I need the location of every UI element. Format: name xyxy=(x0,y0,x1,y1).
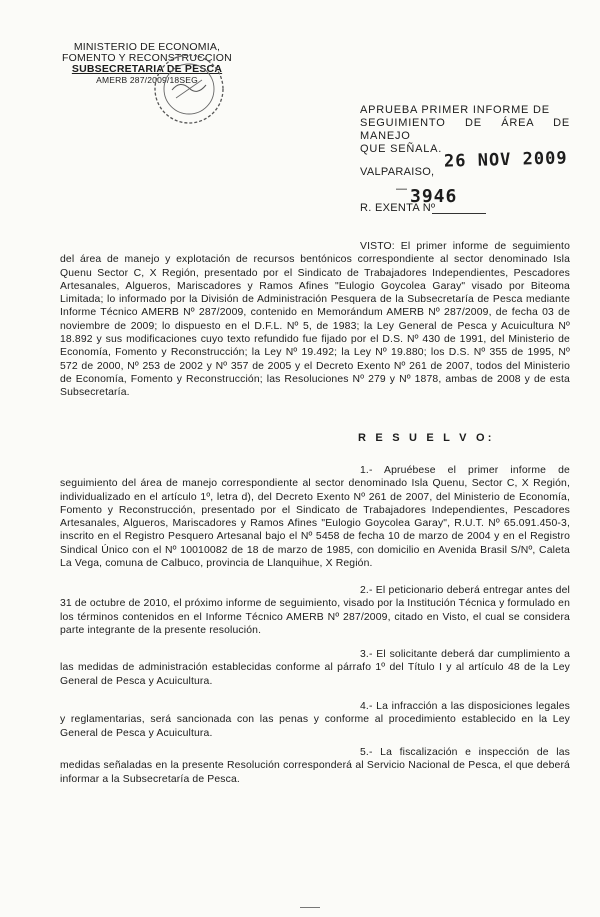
resolution-item-1 xyxy=(60,464,570,570)
item-3-lead: 3.- El solicitante deberá dar cumplimiento a xyxy=(360,649,570,660)
resolution-item-2 xyxy=(60,584,570,637)
letterhead-subsecretaria: SUBSECRETARIA DE PESCA xyxy=(71,63,223,75)
date-stamp: 26 NOV 2009 xyxy=(443,148,568,172)
item-2-lead: 2.- El peticionario deberá entregar antes del xyxy=(360,585,570,596)
exenta-label: R. EXENTA Nº xyxy=(360,202,436,214)
subject-line-1: APRUEBA PRIMER INFORME DE xyxy=(360,104,550,116)
footer-mark xyxy=(300,907,320,908)
exenta-underline xyxy=(432,213,486,214)
visto-paragraph xyxy=(60,240,570,400)
item-5-text: medidas señaladas en la presente Resolución corresponderá al Servicio Nacional de Pesca, el que deberá informar a la Subsecretaría de Pesca. xyxy=(60,760,570,785)
subject-line-2: SEGUIMIENTO DE ÁREA DE MANEJO xyxy=(360,117,570,142)
place-label: VALPARAISO, xyxy=(360,166,435,178)
resuelvo-heading: R E S U E L V O: xyxy=(358,432,495,444)
item-5-lead: 5.- La fiscalización e inspección de las xyxy=(360,747,570,758)
letterhead xyxy=(62,42,232,85)
separator-dash: — xyxy=(396,183,407,195)
letterhead-department: FOMENTO Y RECONSTRUCCION xyxy=(62,52,232,64)
resolution-item-5 xyxy=(60,746,570,786)
letterhead-ministry: MINISTERIO DE ECONOMIA, xyxy=(73,41,221,53)
item-1-lead: 1.- Apruébese el primer informe de xyxy=(360,465,570,476)
resolution-item-4 xyxy=(60,700,570,740)
letterhead-reference: AMERB 287/2009/18SEG xyxy=(96,75,198,85)
item-2-text: 31 de octubre de 2010, el próximo informe de seguimiento, visado por la Institución Técnica y formulado en los términos contenidos en el Informe Técnico AMERB Nº 287/2009, citado en Visto, el cual se considera parte integrante de la presente resolución. xyxy=(60,598,570,636)
item-4-text: y reglamentarias, será sancionada con las penas y conforme al procedimiento establecido en la Ley General de Pesca y Acuicultura. xyxy=(60,714,570,739)
subject-line-3: QUE SEÑALA. xyxy=(360,143,443,155)
resolution-item-3 xyxy=(60,648,570,688)
visto-lead: VISTO: El primer informe de seguimiento xyxy=(360,241,570,252)
item-3-text: las medidas de administración establecidas conforme al párrafo 1º del Título I y al artículo 48 de la Ley General de Pesca y Acuicultura. xyxy=(60,662,570,687)
item-4-lead: 4.- La infracción a las disposiciones legales xyxy=(360,701,570,712)
visto-text: del área de manejo y explotación de recursos bentónicos correspondiente al sector denominado Isla Quenu Sector C, X Región, presentado por el Sindicato de Trabajadores Independientes, Pescadores Artesanales, Algueros, Mariscadores y Ramos Afines "Eulogio Goycolea Garay" visado por Biteoma Limitada; lo informado por la División de Administración Pesquera de la Subsecretaría de Pesca mediante Informe Técnico AMERB Nº 287/2009, contenido en Memorándum AMERB Nº 287/2009, de fecha 03 de noviembre de 2009; lo dispuesto en el D.F.L. Nº 5, de 1983; la Ley General de Pesca y Acuicultura Nº 18.892 y sus modificaciones cuyo texto refundido fue fijado por el D.S. Nº 430 de 1991, del Ministerio de Economía, Fomento y Reconstrucción; la Ley Nº 19.492; la Ley Nº 19.880; los D.S. Nº 355 de 1995, Nº 572 de 2000, Nº 253 de 2002 y Nº 357 de 2005 y el Decreto Exento Nº 261 de 2007, todos del Ministerio de Economía, Fomento y Reconstrucción; las Resoluciones Nº 279 y Nº 1878, ambas de 2008 y de esta Subsecretaría. xyxy=(60,254,570,399)
resolution-number: 3946 xyxy=(410,186,458,207)
item-1-text: seguimiento del área de manejo correspondiente al sector denominado Isla Quenu, Sector C, X Región, individualizado en el artículo 1º, letra d), del Decreto Exento Nº 261 de 2007, del Ministerio de Economía, Fomento y Reconstrucción, presentado por el Sindicato de Trabajadores Independientes, Pescadores Artesanales, Algueros, Mariscadores y Ramos Afines "Eulogio Goycolea Garay", R.U.T. Nº 65.091.450-3, inscrito en el Registro Pesquero Artesanal bajo el Nº 5458 de fecha 10 de marzo de 2004 y en el Registro Sindical Único con el Nº 10010082 de 18 de marzo de 1985, con domicilio en Avenida Brasil S/Nº, Caleta La Vega, comuna de Calbuco, provincia de Llanquihue, X Región. xyxy=(60,478,570,570)
